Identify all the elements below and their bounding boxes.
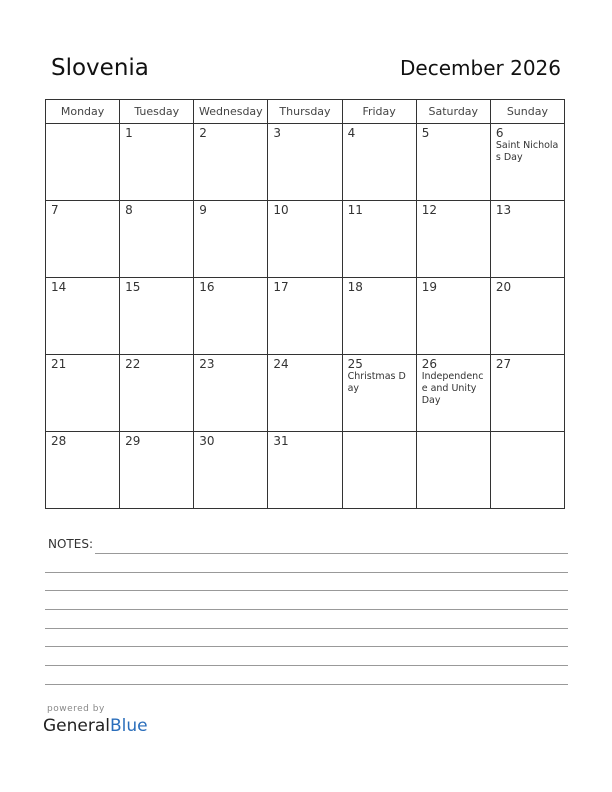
weekday-tuesday: Tuesday [120,100,194,124]
day-cell [120,355,194,432]
day-number: 1 [125,126,133,140]
day-number: 27 [495,357,512,371]
day-cell [342,124,416,201]
day-cell [268,278,342,355]
day-cell [194,201,268,278]
day-number: 11 [347,203,363,217]
day-cell [416,432,490,509]
day-number: 13 [495,203,512,217]
day-cell [490,201,564,278]
holiday-label: Saint Nicholas Day [495,140,559,163]
weekday-thursday: Thursday [268,100,342,124]
week-row [46,201,565,278]
day-cell [46,432,120,509]
day-number: 12 [421,203,437,217]
day-cell [268,201,342,278]
day-number: 9 [199,203,207,217]
holiday-label: Christmas Day [347,371,406,394]
day-cell [342,201,416,278]
day-number: 31 [273,434,289,448]
note-line [45,572,568,573]
weekday-friday: Friday [342,100,416,124]
weekday-saturday: Saturday [416,100,490,124]
day-number: 29 [125,434,141,448]
week-row [46,278,565,355]
day-number: 2 [199,126,207,140]
day-cell [46,278,120,355]
generalblue-logo[interactable] [43,716,148,736]
day-number: 18 [347,280,363,294]
day-number: 4 [347,126,356,140]
note-line [45,590,568,591]
logo-blue: Blue [110,716,148,736]
day-number: 8 [125,203,133,217]
day-number: 14 [51,280,67,294]
day-cell [120,124,194,201]
day-cell [416,201,490,278]
day-number: 16 [199,280,215,294]
powered-by-text: powered by [47,704,105,714]
calendar-grid [45,99,565,509]
weekday-monday: Monday [46,100,120,124]
logo-general: General [43,716,110,736]
day-number: 7 [51,203,59,217]
day-cell [268,355,342,432]
day-cell [268,124,342,201]
week-row [46,124,565,201]
day-cell [194,432,268,509]
weekday-wednesday: Wednesday [194,100,268,124]
day-number: 15 [125,280,141,294]
day-number: 23 [199,357,215,371]
day-cell [46,201,120,278]
day-cell [46,124,120,201]
day-number: 5 [421,126,430,140]
day-cell [342,278,416,355]
weekday-sunday: Sunday [490,100,564,124]
day-cell [120,278,194,355]
day-number: 10 [273,203,289,217]
day-number: 28 [51,434,67,448]
week-row [46,355,565,432]
day-number: 20 [495,280,512,294]
day-cell [490,432,564,509]
day-number: 30 [199,434,215,448]
note-line [45,609,568,610]
holiday-label: Independence and Unity Day [421,371,484,406]
day-cell [342,432,416,509]
week-row [46,432,565,509]
day-cell [120,201,194,278]
month-title: December 2026 [400,56,561,80]
day-cell [416,278,490,355]
note-line [45,665,568,666]
notes-label: NOTES: [48,537,93,551]
day-cell [342,355,416,432]
day-cell [490,278,564,355]
note-line [45,628,568,629]
day-cell [194,355,268,432]
note-line [45,684,568,685]
day-cell [268,432,342,509]
day-number: 26 [421,357,437,371]
day-number: 21 [51,357,67,371]
day-cell [490,355,564,432]
day-number: 6 [495,126,504,140]
day-cell [490,124,564,201]
day-cell [194,278,268,355]
day-number: 25 [347,357,363,371]
note-line [45,646,568,647]
note-line [95,553,568,554]
weekday-header-row [46,100,565,124]
day-cell [46,355,120,432]
day-cell [416,355,490,432]
day-cell [120,432,194,509]
day-number: 19 [421,280,437,294]
day-number: 24 [273,357,289,371]
day-number: 3 [273,126,282,140]
day-number: 22 [125,357,141,371]
day-cell [416,124,490,201]
country-title: Slovenia [51,55,149,81]
day-cell [194,124,268,201]
day-number: 17 [273,280,289,294]
